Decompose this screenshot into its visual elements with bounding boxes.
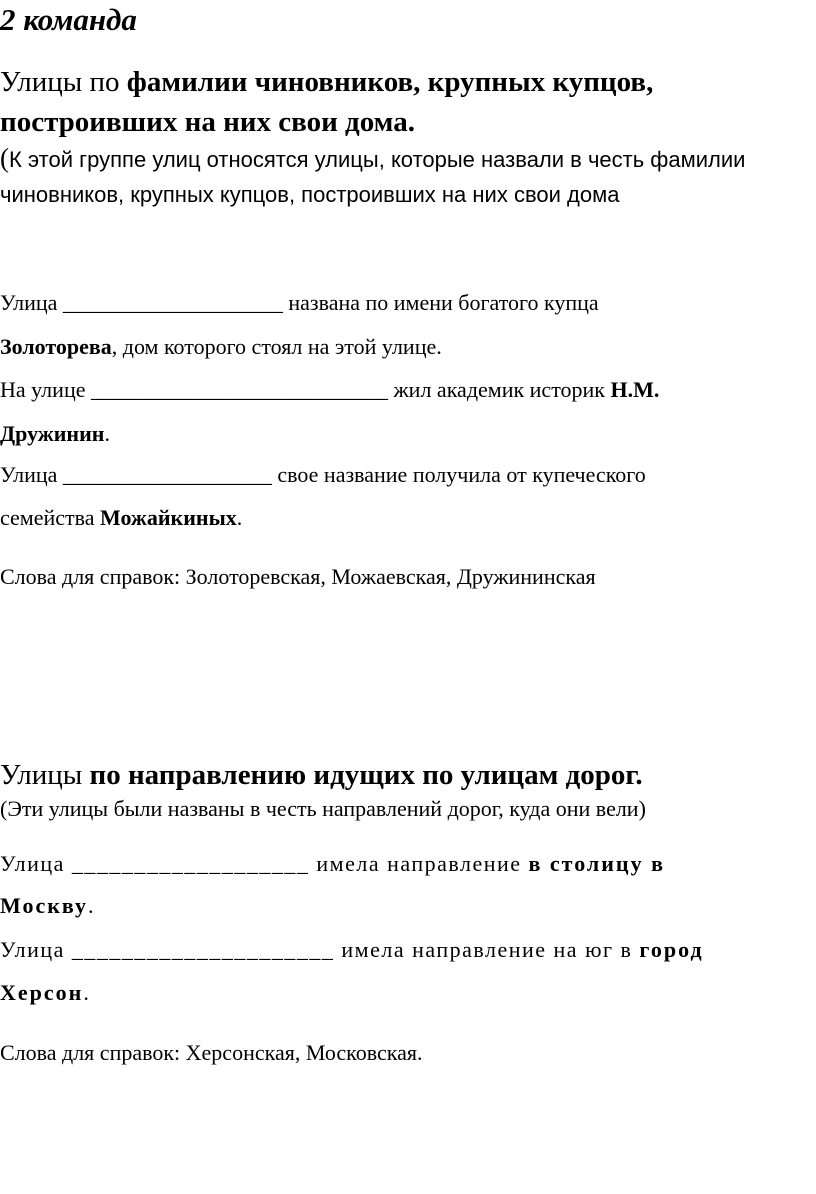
section2-heading-bold: по направлению идущих по улицам дорог. (89, 759, 643, 791)
section2-question1-start: Улица ___________________ имела направление (0, 851, 529, 876)
section2-question2-line2 (0, 980, 90, 1006)
section1-question1-end: , дом которого стоял на этой улице. (111, 334, 442, 359)
section2-question1-end: . (88, 893, 96, 918)
team-title: 2 команда (0, 2, 137, 37)
section1-heading-bold-1: фамилии чиновников, крупных купцов, (126, 66, 654, 98)
section1-heading-line2 (0, 106, 415, 139)
merchant-family-mozhaykin: Можайкиных (100, 505, 237, 530)
city-moscow: Москву (0, 893, 89, 918)
word-city: город (639, 937, 704, 962)
historian-surname: Дружинин (0, 421, 105, 446)
section1-question2-start: На улице ___________________________ жил академик историк (0, 377, 611, 402)
section1-question3-prefix: семейства (0, 505, 100, 530)
section1-heading-prefix: Улицы по (0, 66, 127, 98)
section2-question2-start: Улица _____________________ имела направление на юг в (0, 937, 640, 962)
section1-question2-end: . (104, 421, 110, 446)
section2-question1-line2 (0, 893, 95, 919)
section2-heading (0, 759, 643, 792)
section1-question3-line1: Улица ___________________ свое название получила от купеческого (0, 462, 646, 487)
section1-question2-line2 (0, 421, 110, 447)
section1-question2-line1 (0, 377, 659, 403)
historian-initials: Н.М. (610, 377, 660, 402)
section2-heading-prefix: Улицы (0, 759, 90, 791)
section1-intro-line2: чиновников, крупных купцов, построивших на них свои дома (0, 182, 620, 207)
section1-intro-paren: ( (0, 143, 9, 173)
section1-question3-line2 (0, 505, 242, 531)
section2-intro: (Эти улицы были названы в честь направлений дорог, куда они вели) (0, 796, 646, 821)
section1-question1-line2 (0, 334, 442, 360)
section1-intro-text1: К этой группе улиц относятся улицы, которые назвали в честь фамилии (9, 147, 746, 172)
city-kherson: Херсон (0, 980, 84, 1005)
section1-heading-line1 (0, 66, 653, 99)
section1-hint-words: Слова для справок: Золоторевская, Можаевская, Дружининская (0, 564, 596, 589)
section1-intro-line1 (0, 143, 745, 174)
direction-capital: в столицу в (528, 851, 665, 876)
merchant-name-zolotorev: Золоторева (0, 334, 112, 359)
section2-question1-line1 (0, 851, 665, 877)
section1-question3-end: . (236, 505, 243, 530)
section2-question2-end: . (83, 980, 91, 1005)
section2-hint-words: Слова для справок: Херсонская, Московская. (0, 1040, 423, 1065)
section2-question2-line1 (0, 937, 704, 963)
section1-heading-bold-2: построивших на них свои дома. (0, 106, 415, 138)
section1-question1-line1: Улица ____________________ названа по имени богатого купца (0, 290, 599, 315)
